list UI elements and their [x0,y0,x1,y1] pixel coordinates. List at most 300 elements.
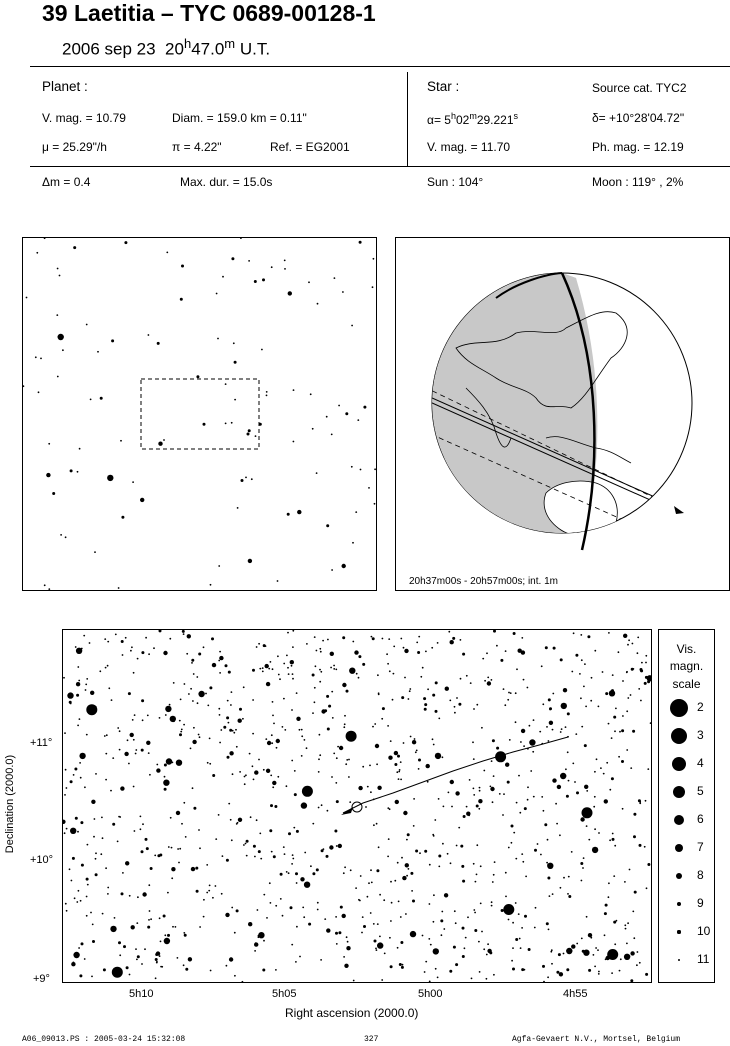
star [473,794,475,796]
scale-dot-3 [671,728,687,744]
star [164,938,170,944]
star [433,744,435,746]
star [368,882,370,884]
star [438,866,440,868]
star [521,637,523,639]
star [192,787,194,789]
star [205,693,207,695]
star [137,955,140,958]
star [238,719,242,723]
star [492,801,494,803]
star [319,754,321,756]
star [124,752,128,756]
scale-dot-10 [677,930,680,933]
star [545,646,548,649]
star [301,735,303,737]
star [484,680,486,682]
table-mid-rule [30,166,730,167]
star [646,887,648,889]
star [427,688,429,690]
star [627,922,629,924]
star [132,481,134,483]
star [149,774,151,776]
star [142,719,144,721]
star [626,749,628,751]
star [401,857,403,859]
star [496,747,499,750]
star [231,691,233,693]
scale-label-6: 6 [697,812,704,826]
star [630,694,632,696]
star [63,677,65,679]
star [608,632,610,634]
star [210,970,212,972]
star [118,587,120,589]
star [234,361,237,364]
star [609,690,615,696]
star [480,903,482,905]
star [312,872,315,875]
star [315,665,317,667]
star [511,842,513,844]
star [473,708,475,710]
star [534,849,537,852]
star [437,977,439,979]
star [255,435,257,437]
earth-globe [396,238,729,590]
star [269,882,271,884]
star [603,773,605,775]
star [487,681,491,685]
star [87,884,89,886]
star [406,839,408,841]
asteroid-track [343,737,568,813]
planet-vmag: V. mag. = 10.79 [42,111,126,125]
star [203,916,205,918]
star [516,802,518,804]
star [550,951,552,953]
scale-dot-8 [676,873,682,879]
star [382,638,384,640]
star [519,812,521,814]
star [645,676,648,679]
star [624,924,626,926]
star [336,757,338,759]
star [543,981,545,982]
star [212,774,215,777]
star [95,773,97,775]
star [206,864,208,866]
star-ra [427,111,518,127]
star [225,383,227,385]
star [247,433,250,436]
star [76,648,82,654]
star [141,850,144,853]
star [561,703,567,709]
star [198,829,200,831]
star [367,786,369,788]
star [596,758,598,760]
star [434,819,436,821]
star [66,828,68,830]
star [608,723,610,725]
star [354,650,358,654]
star [377,786,381,790]
star [77,666,79,668]
star [322,640,324,642]
star [429,981,431,983]
star [422,667,424,669]
star [106,734,108,736]
star [215,885,217,887]
star [79,974,82,977]
star [230,704,232,706]
star [191,662,193,664]
star [207,762,209,764]
star [270,902,272,904]
star [614,730,616,732]
star-source: Source cat. TYC2 [592,81,687,95]
star [71,880,73,882]
star [523,745,525,747]
star [222,855,224,857]
star [180,731,182,733]
star [275,905,277,907]
star [518,775,520,777]
star [568,876,570,878]
scale-label-11: 11 [697,952,710,966]
star [154,855,156,857]
star [111,699,113,701]
star [349,801,351,803]
star [432,738,434,740]
star [598,706,600,708]
star [208,890,210,892]
star [124,241,127,244]
star [404,649,408,653]
star [347,941,349,943]
star [491,760,493,762]
star [76,901,78,903]
star [318,771,320,773]
star [218,814,220,816]
star [336,800,339,803]
star [374,468,376,470]
star [265,664,269,668]
star [133,739,135,741]
star [246,855,248,857]
footer-page: 327 [364,1035,379,1044]
star [605,904,608,907]
star [644,682,647,685]
star [565,726,567,728]
star [173,682,175,684]
star [388,638,390,640]
star-dec: δ= +10°28'04.72" [592,111,685,125]
star [433,948,439,954]
star [435,710,438,713]
minute-unit: m [224,36,236,51]
star [442,843,444,845]
star [560,887,562,889]
star [176,760,182,766]
star [188,957,192,961]
star [387,856,389,858]
star [343,726,345,728]
star [608,896,610,898]
star [74,768,77,771]
star [26,297,28,299]
star [107,887,109,889]
star [77,725,79,727]
star [147,926,150,929]
star [64,832,66,834]
star [622,715,624,717]
star [424,971,426,973]
star [606,762,608,764]
star [73,774,75,776]
star [400,638,402,640]
star [451,806,453,808]
star [331,776,333,778]
star [328,705,331,708]
star [515,721,517,723]
star [510,692,512,694]
star [160,941,162,943]
star [645,973,648,976]
star [64,794,66,796]
star [333,668,335,670]
time-standard: U.T. [239,39,271,59]
star [277,655,279,657]
star [425,651,427,653]
star [602,671,604,673]
star [598,971,600,973]
star [105,779,107,781]
star [283,846,285,848]
star [86,734,88,736]
star [363,925,366,928]
star [181,729,183,731]
star [433,894,435,896]
star [164,776,166,778]
star [608,882,610,884]
star [560,658,563,661]
star [604,934,606,936]
star [623,634,627,638]
star [533,719,535,721]
star [192,740,196,744]
star [334,277,336,279]
star [369,765,371,767]
star [38,391,40,393]
star [563,953,565,955]
star [175,926,177,928]
star [647,863,650,866]
star [104,735,106,737]
star [190,688,192,690]
star [188,693,190,695]
star [141,651,144,654]
star [210,584,212,586]
star [275,969,277,971]
star [199,847,201,849]
star [410,872,413,875]
star [344,715,346,717]
star [344,964,348,968]
star [372,286,374,288]
star [542,703,544,705]
star [379,894,381,896]
star [390,920,392,922]
star [40,358,42,360]
star [401,966,404,969]
star [639,962,641,964]
star [611,777,614,780]
star [271,734,273,736]
star [271,266,273,268]
star [92,924,94,926]
star [196,676,198,678]
star [626,671,628,673]
star [342,636,345,639]
star [239,771,241,773]
star [363,406,366,409]
star [141,749,144,752]
star [177,848,179,850]
star [448,792,450,794]
star [399,769,401,771]
star [163,780,169,786]
star [95,852,97,854]
star [155,958,158,961]
star [262,671,264,673]
star [301,729,303,731]
star [86,704,97,715]
star [416,750,418,752]
star [581,659,583,661]
star [530,770,532,772]
star [513,632,516,635]
star [282,726,284,728]
star [164,764,167,767]
star [331,434,333,436]
star [500,659,503,662]
star [647,680,650,683]
star [424,708,427,711]
star [288,673,290,675]
star [79,718,81,720]
star [415,751,417,753]
star [556,823,558,825]
star [239,708,242,711]
star [573,632,575,634]
star [476,704,478,706]
star [373,923,375,925]
star [90,912,92,914]
scale-dot-7 [675,844,683,852]
star [296,692,298,694]
star [462,880,465,883]
star [346,759,348,761]
star [368,487,370,489]
star [559,834,561,836]
scale-dot-9 [677,902,681,906]
star [123,945,126,948]
star [335,782,337,784]
star [90,691,94,695]
star [611,972,613,974]
star [166,252,168,254]
star [193,807,196,810]
star [440,919,443,922]
star [326,855,329,858]
star [348,776,350,778]
star [72,857,75,860]
star [257,909,259,911]
star [632,643,634,645]
star [473,863,475,865]
star [618,756,620,758]
star [299,729,301,731]
star [507,781,510,784]
star [567,751,569,753]
star [263,940,265,942]
star [286,655,288,657]
star [252,765,254,767]
star [490,787,494,791]
ra-s-unit: s [513,111,519,121]
star [433,835,435,837]
star [493,874,495,876]
star [136,922,138,924]
star [493,775,495,777]
star [633,813,636,816]
star [478,941,480,943]
x-tick-4h55: 4h55 [563,988,588,1000]
star [78,947,80,949]
star [342,683,346,687]
star [580,697,582,699]
star [548,929,550,931]
star [274,805,277,808]
star [633,835,636,838]
star [303,916,305,918]
star [390,965,393,968]
star [180,699,182,701]
planet-diameter: Diam. = 159.0 km = 0.11" [172,111,307,125]
star [537,843,539,845]
star [112,823,115,826]
star [580,634,582,636]
star [219,714,221,716]
star [291,760,293,762]
star [389,937,391,939]
star [244,783,246,785]
star [258,850,261,853]
star [376,763,378,765]
star [163,915,166,918]
star [466,675,468,677]
star [117,841,119,843]
star [566,795,569,798]
star [551,963,553,965]
star [227,700,229,702]
star [120,440,122,442]
star [402,964,404,966]
star [164,934,166,936]
moon-info: Moon : 119° , 2% [592,175,684,189]
